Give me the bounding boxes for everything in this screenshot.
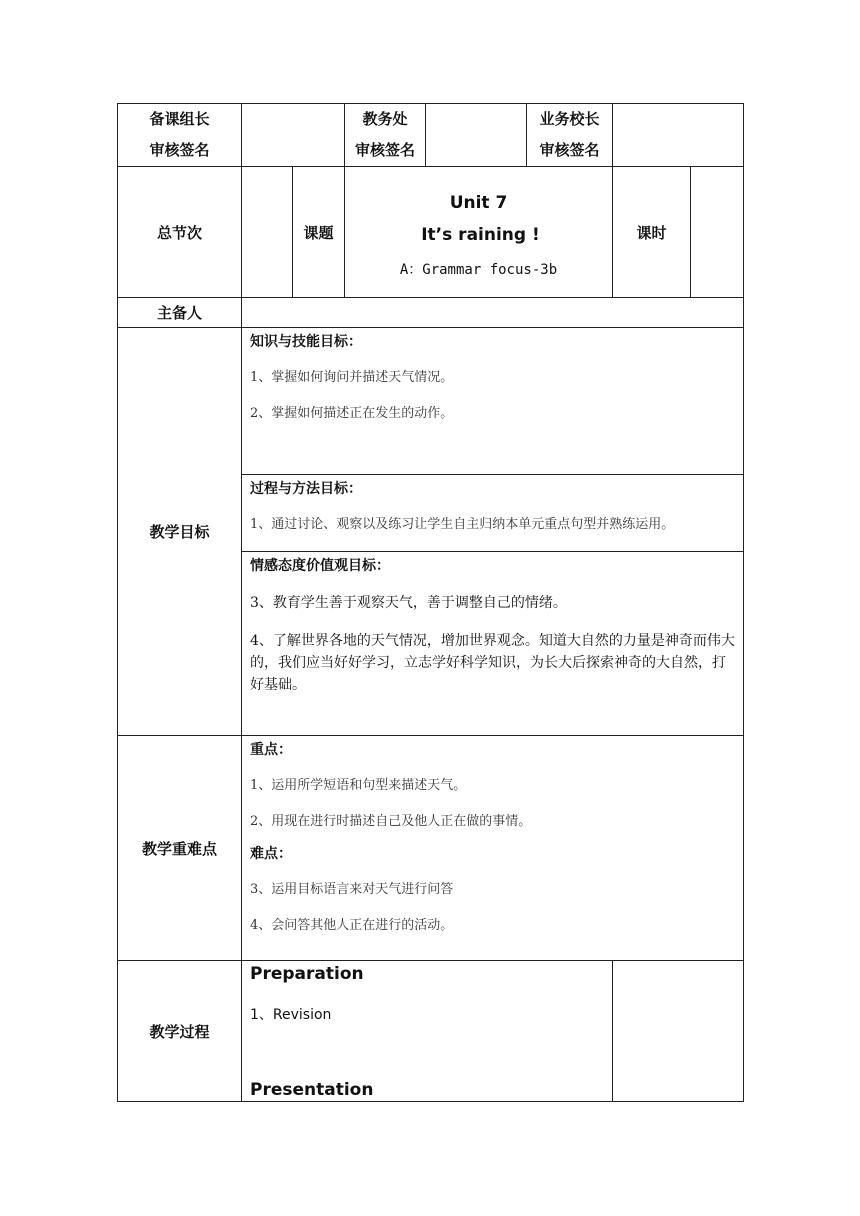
academic-office-label: 教务处 [362,110,408,128]
principal-signature-field[interactable] [613,104,744,167]
unit-title: Unit 7 [449,193,508,213]
group-leader-label: 备课组长 [149,110,210,128]
principal-sign-label: 审核签名 [539,141,600,159]
difficult-item: 4、会问答其他人正在进行的活动。 [250,918,454,933]
group-leader-cell [118,104,242,167]
difficult-heading: 难点： [250,846,292,862]
lesson-title: It’s raining ! [421,225,540,245]
topic-label: 课题 [293,167,345,298]
principal-cell [527,104,613,167]
preparer-row [118,298,744,328]
process-objectives-cell [242,475,744,552]
preparation-heading: Preparation [250,964,364,984]
lesson-info-row [118,167,744,298]
emotion-item: 4、了解世界各地的天气情况，增加世界观念。知道大自然的力量是神奇而伟大的，我们应当好好学习，立志学好科学知识，为长大后探索神奇的大自然，打好基础。 [250,633,735,693]
principal-label: 业务校长 [539,110,600,128]
procedure-notes-field[interactable] [613,961,744,1102]
total-section-label: 总节次 [118,167,242,298]
objectives-label: 教学目标 [118,328,242,736]
presentation-heading: Presentation [250,1080,374,1100]
key-points-label: 教学重难点 [118,736,242,961]
key-points-cell [242,736,744,961]
knowledge-heading: 知识与技能目标： [250,334,362,350]
signature-row [118,104,744,167]
difficult-item: 3、运用目标语言来对天气进行问答 [250,882,454,897]
revision-item: 1、Revision [250,1007,332,1023]
key-points-row [118,736,744,961]
main-preparer-label: 主备人 [118,298,242,328]
important-item: 1、运用所学短语和句型来描述天气。 [250,778,467,793]
academic-office-cell [345,104,426,167]
knowledge-item: 1、掌握如何询问并描述天气情况。 [250,370,454,385]
procedure-row [118,961,744,1102]
main-preparer-field[interactable] [242,298,744,328]
lesson-subtitle: A：Grammar focus-3b [399,262,558,278]
academic-office-sign-label: 审核签名 [354,141,415,159]
important-heading: 重点： [250,742,292,758]
group-leader-sign-label: 审核签名 [149,141,210,159]
knowledge-objectives-cell [242,328,744,475]
lesson-title-cell [345,167,613,298]
procedure-label: 教学过程 [118,961,242,1102]
important-item: 2、用现在进行时描述自己及他人正在做的事情。 [250,814,532,829]
period-field[interactable] [691,167,744,298]
process-item: 1、通过讨论、观察以及练习让学生自主归纳本单元重点句型并熟练运用。 [250,517,675,532]
emotion-heading: 情感态度价值观目标： [250,558,390,574]
period-label: 课时 [613,167,691,298]
knowledge-item: 2、掌握如何描述正在发生的动作。 [250,406,454,421]
academic-office-signature-field[interactable] [426,104,527,167]
lesson-plan-table [117,103,744,1102]
total-section-field[interactable] [242,167,293,298]
procedure-content-cell [242,961,613,1102]
objectives-knowledge-row [118,328,744,475]
group-leader-signature-field[interactable] [242,104,345,167]
process-heading: 过程与方法目标： [250,481,362,497]
emotion-objectives-cell [242,552,744,736]
emotion-item: 3、教育学生善于观察天气，善于调整自己的情绪。 [250,595,567,611]
